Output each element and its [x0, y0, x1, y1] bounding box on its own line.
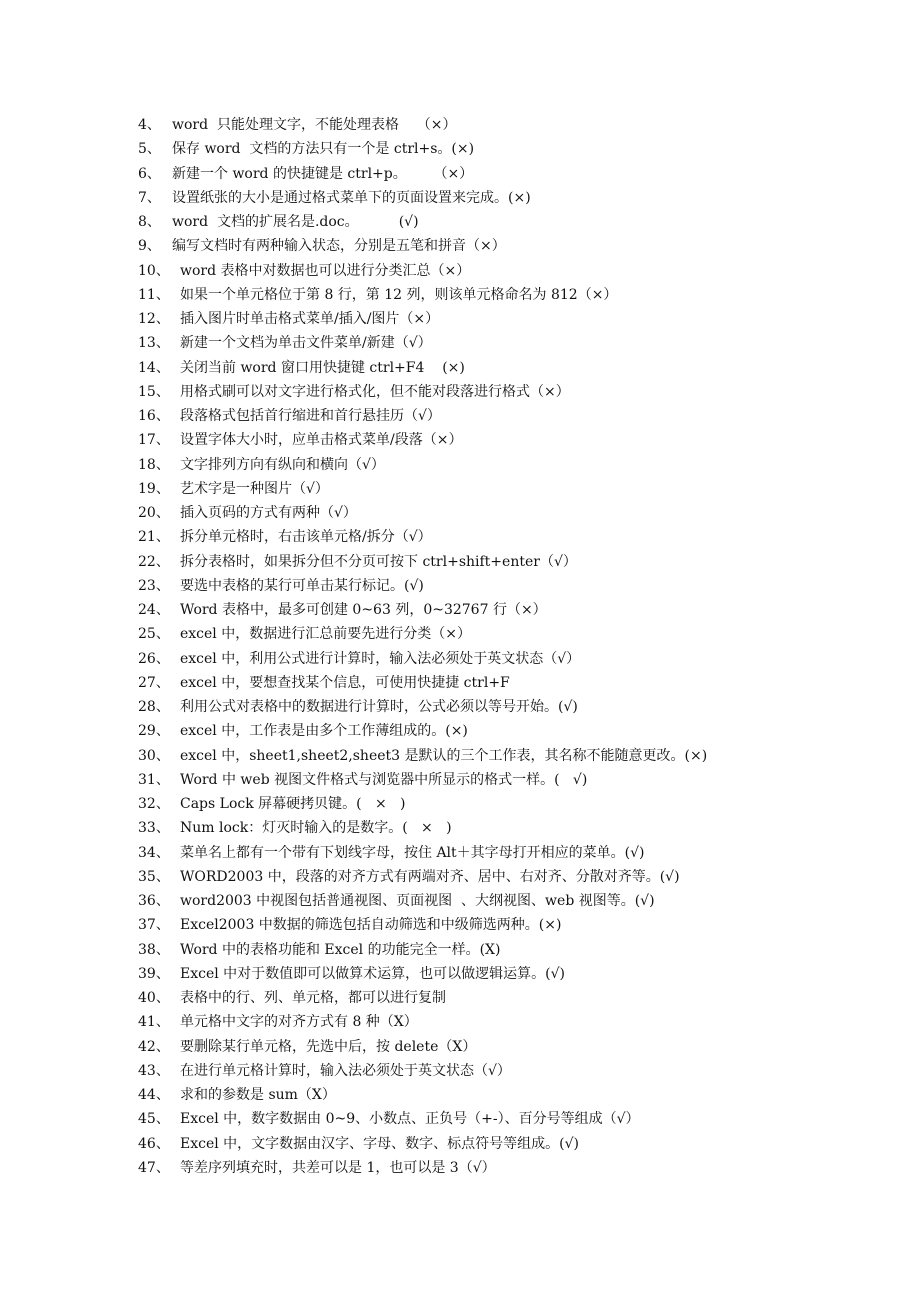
- question-number: 10、: [138, 262, 170, 279]
- question-text: 拆分单元格时，右击该单元格/拆分（√）: [180, 529, 432, 546]
- question-text: 插入图片时单击格式菜单/插入/图片（×）: [180, 311, 440, 327]
- question-item: [138, 525, 898, 549]
- question-item: [138, 356, 898, 380]
- question-number: 46、: [138, 1135, 170, 1152]
- question-item: [138, 1083, 898, 1107]
- question-number: 35、: [138, 868, 170, 885]
- question-text: 段落格式包括首行缩进和首行悬挂历（√）: [180, 408, 441, 424]
- question-text: excel 中，要想查找某个信息，可使用快捷捷 ctrl+F: [180, 674, 510, 691]
- question-item: [138, 162, 898, 186]
- question-text: excel 中，工作表是由多个工作薄组成的。(×): [180, 723, 468, 740]
- question-item: [138, 744, 898, 768]
- question-text: 求和的参数是 sum（X）: [180, 1087, 336, 1103]
- question-item: [138, 501, 898, 525]
- question-number: 4、: [138, 117, 161, 133]
- question-number: 25、: [138, 626, 170, 643]
- question-text: 如果一个单元格位于第 8 行，第 12 列，则该单元格命名为 812（×）: [180, 286, 618, 303]
- question-text: 设置字体大小时，应单击格式菜单/段落（×）: [180, 432, 463, 449]
- question-item: [138, 259, 898, 283]
- question-number: 19、: [138, 480, 170, 497]
- question-number: 37、: [138, 917, 170, 934]
- question-number: 17、: [138, 432, 170, 449]
- question-text: 在进行单元格计算时，输入法必须处于英文状态（√）: [180, 1062, 511, 1079]
- question-item: [138, 210, 898, 234]
- question-number: 21、: [138, 529, 170, 546]
- question-item: [138, 234, 898, 258]
- question-text: word 表格中对数据也可以进行分类汇总（×）: [180, 262, 471, 279]
- question-item: [138, 622, 898, 646]
- question-number: 23、: [138, 577, 170, 594]
- question-text: 插入页码的方式有两种（√）: [180, 505, 357, 521]
- question-number: 12、: [138, 311, 170, 327]
- question-number: 27、: [138, 674, 170, 691]
- question-text: 编写文档时有两种输入状态，分别是五笔和拼音（×）: [172, 238, 506, 255]
- question-number: 26、: [138, 650, 170, 667]
- question-item: [138, 1010, 898, 1034]
- question-item: [138, 428, 898, 452]
- question-item: [138, 404, 898, 428]
- question-item: [138, 1107, 898, 1131]
- question-number: 30、: [138, 747, 170, 764]
- question-number: 34、: [138, 844, 170, 861]
- question-number: 8、: [138, 214, 161, 230]
- question-number: 18、: [138, 456, 170, 473]
- question-text: excel 中，利用公式进行计算时，输入法必须处于英文状态（√）: [180, 650, 581, 667]
- question-number: 15、: [138, 383, 170, 400]
- question-number: 7、: [138, 189, 161, 206]
- question-number: 40、: [138, 990, 170, 1006]
- question-item: [138, 186, 898, 210]
- question-number: 24、: [138, 602, 170, 618]
- question-text: 关闭当前 word 窗口用快捷键 ctrl+F4 (×): [180, 359, 465, 376]
- question-text: 新建一个 word 的快捷键是 ctrl+p。 （×）: [172, 165, 474, 182]
- question-text: Caps Lock 屏幕硬拷贝键。( × ): [180, 796, 406, 812]
- question-item: [138, 307, 898, 331]
- question-item: [138, 1156, 898, 1180]
- question-number: 31、: [138, 771, 170, 788]
- question-text: Excel 中，数字数据由 0~9、小数点、正负号（+-）、百分号等组成（√）: [180, 1111, 640, 1128]
- question-number: 47、: [138, 1159, 170, 1176]
- question-number: 38、: [138, 941, 170, 958]
- question-number: 29、: [138, 723, 170, 740]
- question-text: 等差序列填充时，共差可以是 1，也可以是 3（√）: [180, 1159, 496, 1176]
- question-number: 32、: [138, 796, 170, 812]
- question-item: [138, 137, 898, 161]
- question-item: [138, 792, 898, 816]
- question-item: [138, 1132, 898, 1156]
- question-item: [138, 938, 898, 962]
- question-text: word 文档的扩展名是.doc。 (√): [172, 214, 419, 230]
- question-item: [138, 768, 898, 792]
- question-item: [138, 477, 898, 501]
- question-number: 45、: [138, 1111, 170, 1128]
- question-number: 28、: [138, 699, 170, 715]
- question-number: 14、: [138, 359, 170, 376]
- question-number: 44、: [138, 1087, 170, 1103]
- question-item: [138, 550, 898, 574]
- question-text: Excel 中对于数值即可以做算术运算，也可以做逻辑运算。(√): [180, 965, 566, 982]
- question-text: 保存 word 文档的方法只有一个是 ctrl+s。(×): [172, 141, 475, 158]
- question-list: [138, 113, 898, 1180]
- question-text: 利用公式对表格中的数据进行计算时，公式必须以等号开始。(√): [180, 699, 578, 715]
- question-text: 艺术字是一种图片（√）: [180, 480, 329, 497]
- question-text: Num lock：灯灭时输入的是数字。( × ): [180, 820, 452, 837]
- question-number: 41、: [138, 1014, 170, 1031]
- question-item: [138, 889, 898, 913]
- question-text: 文字排列方向有纵向和横向（√）: [180, 456, 385, 473]
- question-text: 单元格中文字的对齐方式有 8 种（X）: [180, 1014, 418, 1031]
- question-item: [138, 865, 898, 889]
- question-item: [138, 962, 898, 986]
- question-number: 39、: [138, 965, 170, 982]
- question-item: [138, 913, 898, 937]
- question-item: [138, 671, 898, 695]
- question-item: [138, 816, 898, 840]
- question-text: word 只能处理文字，不能处理表格 （×）: [172, 117, 457, 133]
- question-text: 用格式刷可以对文字进行格式化，但不能对段落进行格式（×）: [180, 383, 570, 400]
- question-item: [138, 1035, 898, 1059]
- question-number: 16、: [138, 408, 170, 424]
- question-item: [138, 453, 898, 477]
- question-text: 要选中表格的某行可单击某行标记。(√): [180, 577, 424, 594]
- question-number: 42、: [138, 1038, 170, 1055]
- question-number: 13、: [138, 335, 170, 352]
- question-text: Word 中的表格功能和 Excel 的功能完全一样。(X): [180, 941, 501, 958]
- question-number: 43、: [138, 1062, 170, 1079]
- question-text: 设置纸张的大小是通过格式菜单下的页面设置来完成。(×): [172, 189, 531, 206]
- question-text: Excel2003 中数据的筛选包括自动筛选和中级筛选两种。(×): [180, 917, 562, 934]
- question-item: [138, 598, 898, 622]
- question-text: excel 中，sheet1,sheet2,sheet3 是默认的三个工作表，其名称不能随意更改。(×): [180, 747, 708, 764]
- question-item: [138, 719, 898, 743]
- question-number: 22、: [138, 553, 170, 570]
- question-text: 新建一个文档为单击文件菜单/新建（√）: [180, 335, 432, 352]
- question-item: [138, 380, 898, 404]
- question-item: [138, 1059, 898, 1083]
- question-number: 6、: [138, 165, 161, 182]
- question-number: 36、: [138, 893, 170, 909]
- question-text: 要删除某行单元格，先选中后，按 delete（X）: [180, 1038, 477, 1055]
- question-text: Word 中 web 视图文件格式与浏览器中所显示的格式一样。( √): [180, 771, 588, 788]
- question-number: 20、: [138, 505, 170, 521]
- question-number: 5、: [138, 141, 161, 158]
- question-number: 9、: [138, 238, 161, 255]
- question-text: Excel 中，文字数据由汉字、字母、数字、标点符号等组成。(√): [180, 1135, 580, 1152]
- question-text: 拆分表格时，如果拆分但不分页可按下 ctrl+shift+enter（√）: [180, 553, 577, 570]
- question-item: [138, 283, 898, 307]
- question-number: 11、: [138, 286, 170, 303]
- question-item: [138, 647, 898, 671]
- question-number: 33、: [138, 820, 170, 837]
- question-text: WORD2003 中，段落的对齐方式有两端对齐、居中、右对齐、分散对齐等。(√): [180, 868, 680, 885]
- question-text: Word 表格中，最多可创建 0~63 列，0~32767 行（×）: [180, 602, 547, 618]
- question-text: 菜单名上都有一个带有下划线字母，按住 Alt＋其字母打开相应的菜单。(√): [180, 844, 645, 861]
- question-item: [138, 841, 898, 865]
- question-item: [138, 695, 898, 719]
- question-item: [138, 113, 898, 137]
- question-item: [138, 986, 898, 1010]
- question-text: word2003 中视图包括普通视图、页面视图 、大纲视图、web 视图等。(√): [180, 893, 655, 909]
- question-item: [138, 574, 898, 598]
- question-text: 表格中的行、列、单元格，都可以进行复制: [180, 990, 446, 1006]
- question-text: excel 中，数据进行汇总前要先进行分类（×）: [180, 626, 471, 643]
- question-item: [138, 331, 898, 355]
